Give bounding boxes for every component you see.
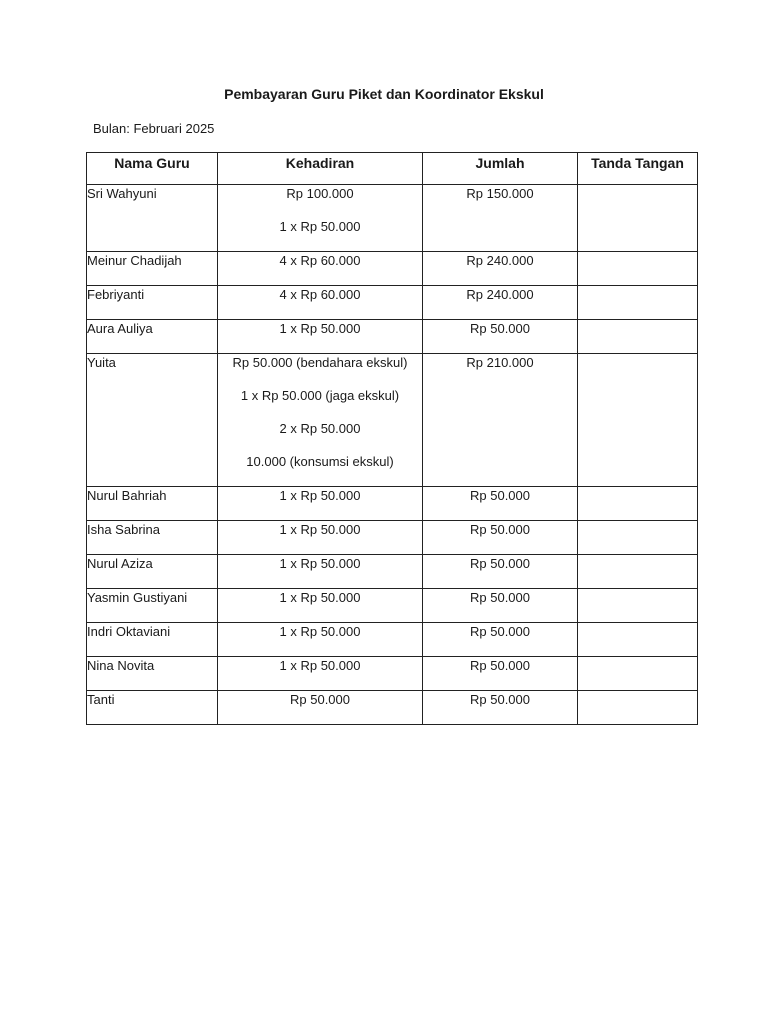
kehadiran-cell [218, 354, 423, 487]
signature-cell [578, 354, 698, 487]
teacher-name: Febriyanti [87, 287, 145, 302]
kehadiran-cell [218, 185, 423, 252]
teacher-name: Sri Wahyuni [87, 186, 157, 201]
teacher-name: Yasmin Gustiyani [87, 590, 188, 605]
jumlah-cell [423, 691, 578, 725]
jumlah-value: Rp 50.000 [470, 522, 530, 537]
kehadiran-cell [218, 623, 423, 657]
kehadiran-cell [218, 252, 423, 286]
kehadiran-line: 4 x Rp 60.000 [279, 253, 361, 268]
table-row [87, 320, 698, 354]
teacher-name-cell [87, 286, 218, 320]
table-row [87, 286, 698, 320]
kehadiran-line: 1 x Rp 50.000 [279, 624, 361, 639]
table-row [87, 354, 698, 487]
header-kehadiran: Kehadiran [218, 153, 423, 185]
jumlah-cell [423, 320, 578, 354]
teacher-name-cell [87, 589, 218, 623]
kehadiran-cell [218, 589, 423, 623]
teacher-name-cell [87, 521, 218, 555]
teacher-name: Aura Auliya [87, 321, 153, 336]
kehadiran-line: 1 x Rp 50.000 [279, 556, 361, 571]
kehadiran-line: 1 x Rp 50.000 [279, 219, 361, 234]
kehadiran-line: Rp 50.000 [290, 692, 350, 707]
kehadiran-line: 1 x Rp 50.000 [279, 658, 361, 673]
signature-cell [578, 657, 698, 691]
teacher-name: Meinur Chadijah [87, 253, 182, 268]
table-row [87, 555, 698, 589]
teacher-name-cell [87, 252, 218, 286]
jumlah-cell [423, 623, 578, 657]
signature-cell [578, 487, 698, 521]
kehadiran-cell [218, 657, 423, 691]
table-row [87, 185, 698, 252]
kehadiran-line: 1 x Rp 50.000 [279, 321, 361, 336]
jumlah-value: Rp 240.000 [466, 287, 534, 302]
signature-cell [578, 320, 698, 354]
header-tanda-tangan: Tanda Tangan [578, 153, 698, 185]
jumlah-value: Rp 50.000 [470, 658, 530, 673]
jumlah-value: Rp 50.000 [470, 556, 530, 571]
jumlah-value: Rp 210.000 [466, 355, 534, 370]
teacher-name-cell [87, 657, 218, 691]
signature-cell [578, 623, 698, 657]
jumlah-value: Rp 50.000 [470, 692, 530, 707]
kehadiran-line: 2 x Rp 50.000 [279, 421, 361, 436]
table-body [87, 185, 698, 725]
jumlah-value: Rp 50.000 [470, 590, 530, 605]
teacher-name: Nurul Bahriah [87, 488, 167, 503]
kehadiran-cell [218, 487, 423, 521]
teacher-name-cell [87, 320, 218, 354]
jumlah-cell [423, 252, 578, 286]
header-jumlah: Jumlah [423, 153, 578, 185]
jumlah-value: Rp 50.000 [470, 488, 530, 503]
signature-cell [578, 555, 698, 589]
teacher-name-cell [87, 555, 218, 589]
teacher-name: Isha Sabrina [87, 522, 160, 537]
month-label: Bulan: Februari 2025 [93, 121, 215, 136]
header-nama-guru: Nama Guru [87, 153, 218, 185]
jumlah-cell [423, 286, 578, 320]
signature-cell [578, 691, 698, 725]
table-row [87, 657, 698, 691]
teacher-name-cell [87, 487, 218, 521]
teacher-name: Tanti [87, 692, 115, 707]
signature-cell [578, 252, 698, 286]
table-row [87, 521, 698, 555]
teacher-name: Nurul Aziza [87, 556, 153, 571]
signature-cell [578, 286, 698, 320]
jumlah-value: Rp 50.000 [470, 321, 530, 336]
table-row [87, 487, 698, 521]
kehadiran-cell [218, 691, 423, 725]
table-header-row [87, 153, 698, 185]
jumlah-cell [423, 657, 578, 691]
jumlah-value: Rp 150.000 [466, 186, 534, 201]
kehadiran-cell [218, 286, 423, 320]
teacher-name: Yuita [87, 355, 116, 370]
table-row [87, 691, 698, 725]
kehadiran-line: 1 x Rp 50.000 [279, 522, 361, 537]
teacher-name-cell [87, 185, 218, 252]
kehadiran-line: Rp 100.000 [286, 186, 354, 201]
kehadiran-cell [218, 320, 423, 354]
jumlah-cell [423, 555, 578, 589]
jumlah-cell [423, 185, 578, 252]
teacher-name-cell [87, 354, 218, 487]
jumlah-cell [423, 589, 578, 623]
kehadiran-cell [218, 555, 423, 589]
kehadiran-line: 1 x Rp 50.000 [279, 488, 361, 503]
jumlah-cell [423, 354, 578, 487]
payment-table [86, 152, 698, 725]
jumlah-cell [423, 487, 578, 521]
table-row [87, 623, 698, 657]
signature-cell [578, 589, 698, 623]
kehadiran-cell [218, 521, 423, 555]
table-row [87, 252, 698, 286]
kehadiran-line: Rp 50.000 (bendahara ekskul) [232, 355, 408, 370]
signature-cell [578, 521, 698, 555]
jumlah-value: Rp 240.000 [466, 253, 534, 268]
table-row [87, 589, 698, 623]
teacher-name: Indri Oktaviani [87, 624, 171, 639]
jumlah-value: Rp 50.000 [470, 624, 530, 639]
document-title: Pembayaran Guru Piket dan Koordinator Ekskul [224, 86, 544, 102]
kehadiran-line: 1 x Rp 50.000 [279, 590, 361, 605]
kehadiran-line: 10.000 (konsumsi ekskul) [246, 454, 394, 469]
kehadiran-line: 1 x Rp 50.000 (jaga ekskul) [240, 388, 400, 403]
signature-cell [578, 185, 698, 252]
jumlah-cell [423, 521, 578, 555]
teacher-name: Nina Novita [87, 658, 155, 673]
kehadiran-line: 4 x Rp 60.000 [279, 287, 361, 302]
teacher-name-cell [87, 691, 218, 725]
teacher-name-cell [87, 623, 218, 657]
